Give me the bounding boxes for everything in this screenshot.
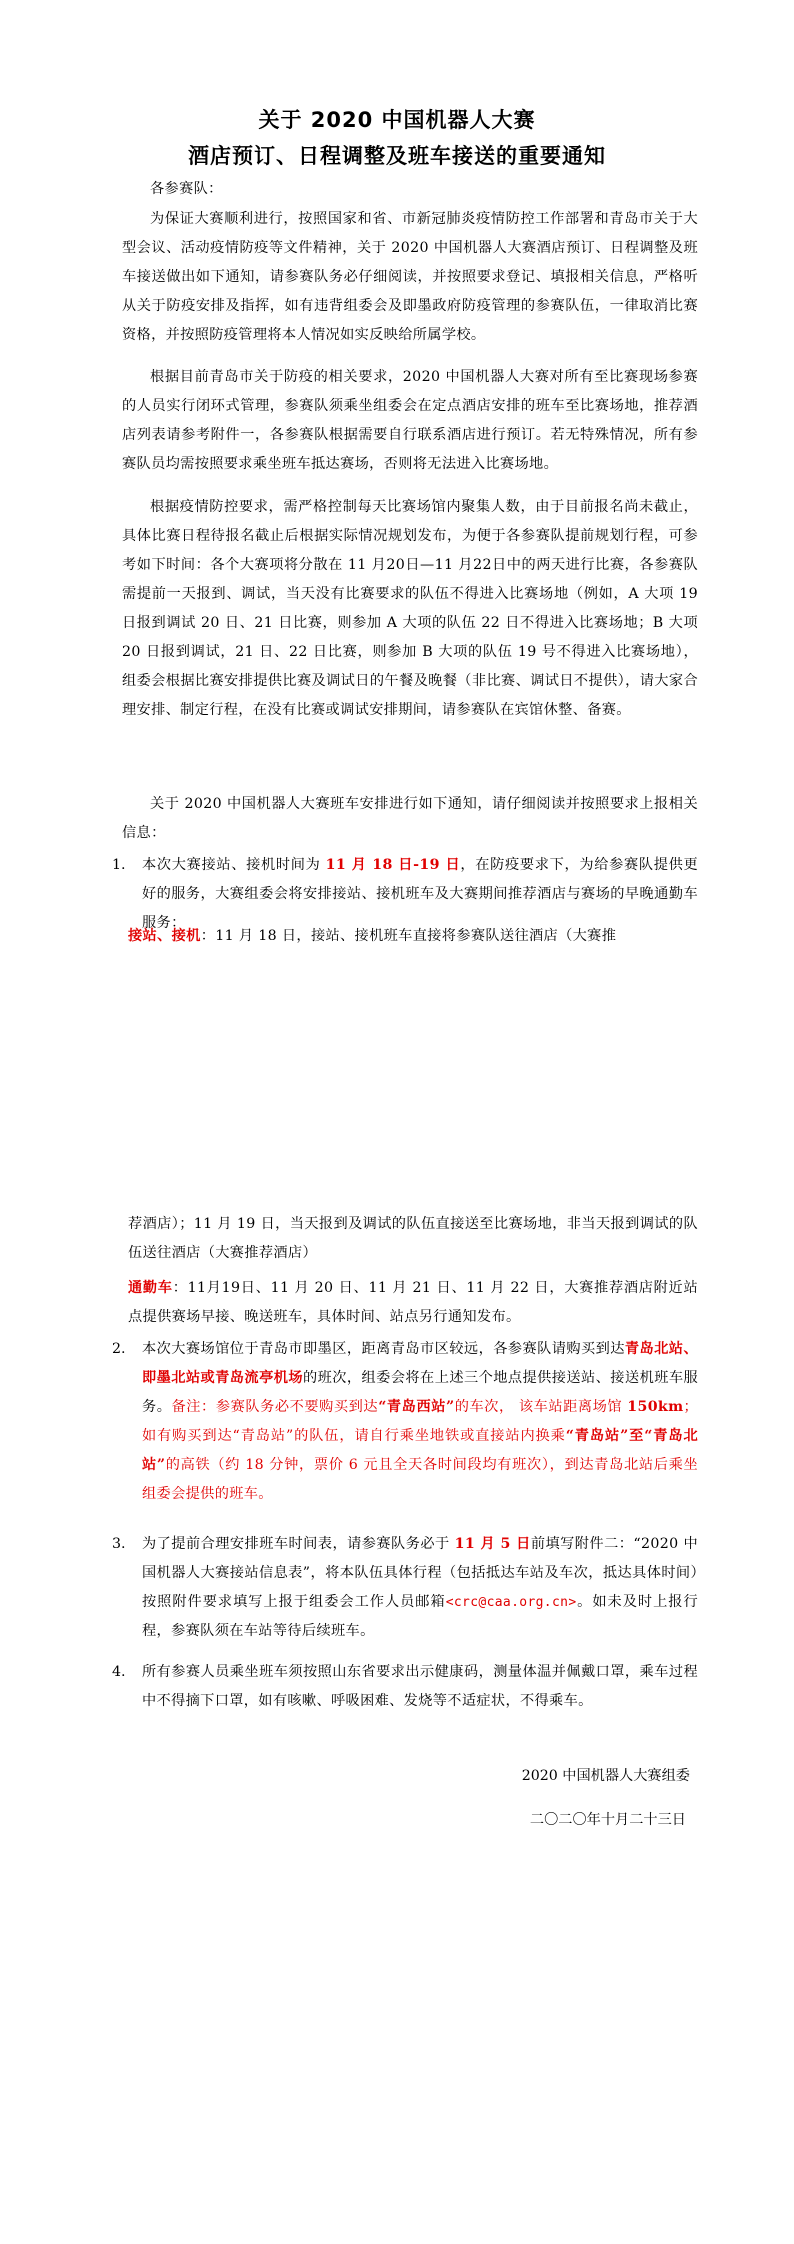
item-1-pickup-continued: 荐酒店）；11 月 19 日，当天报到及调试的队伍直接送至比赛场地，非当天报到调试的队伍送往酒店（大赛推荐酒店） [128,1216,698,1261]
item-1-pickup [128,922,698,951]
signature-date: 二〇二〇年十月二十三日 [529,1812,686,1828]
item-2-note-dist: 150km [627,1399,684,1415]
signature-org: 2020 中国机器人大赛组委 [521,1768,690,1784]
item-2-text-a: 本次大赛场馆位于青岛市即墨区，距离青岛市区较远，各参赛队请购买到达 [142,1341,625,1357]
item-2-note-c: ； 如有购买到达“青岛站”的队伍，请自行乘坐地铁或直接站内换乘 [142,1399,699,1444]
item-2-note-west: “青岛西站” [378,1399,455,1415]
item-1-shuttle [128,1274,698,1332]
item-3-text-c: 。如未及时上报行程，参赛队须在车站等待后续班车。 [142,1594,698,1639]
shuttle-label: 通勤车 [128,1280,173,1296]
item-3-text-a: 为了提前合理安排班车时间表，请参赛队务必于 [142,1536,455,1552]
pickup-text: ：11 月 18 日，接站、接机班车直接将参赛队送往酒店（大赛推 [200,928,617,944]
item-3-text-b: 前填写附件二：“2020 中国机器人大赛接站信息表”，将本队伍具体行程（包括抵达车站及车次，抵达具体时间）按照附件要求填写上报于组委会工作人员邮箱 [142,1536,699,1610]
item-3-number: 3. [112,1536,126,1552]
paragraph-3: 根据疫情防控要求，需严格控制每天比赛场馆内聚集人数，由于目前报名尚未截止，具体比赛日程待报名截止后根据实际情况规划发布，为便于各参赛队提前规划行程，可参考如下时间：各个大赛项将分散在 11 月20日—11 月22日中的两天进行比赛，各参赛队需提前一天报到、调试，当天没有比赛要求的队伍不得进入比赛场地（例如，A 大项 19 日报到调试 20 日、21 日比赛，则参加 A 大项的队伍 22 日不得进入比赛场地；B 大项 20 日报到调试，21 日、22 日比赛，则参加 B 大项的队伍 19 号不得进入比赛场地），组委会根据比赛安排提供比赛及调试日的午餐及晚餐（非比赛、调试日不提供），请大家合理安排、制定行程，在没有比赛或调试安排期间，请参赛队在宾馆休整、备赛。 [122,499,698,718]
shuttle-text: ：11月19日、11 月 20 日、11 月 21 日、11 月 22 日，大赛推荐酒店附近站点提供赛场早接、晚送班车，具体时间、站点另行通知发布。 [128,1280,698,1325]
item-3-text [142,1530,698,1646]
pickup-label: 接站、接机 [128,928,201,944]
salutation: 各参赛队： [150,181,223,197]
paragraph-2: 根据目前青岛市关于防疫的相关要求，2020 中国机器人大赛对所有至比赛现场参赛的人员实行闭环式管理，参赛队须乘坐组委会在定点酒店安排的班车至比赛场地，推荐酒店列表请参考附件一，各参赛队根据需要自行联系酒店进行预订。若无特殊情况，所有参赛队员均需按照要求乘坐班车抵达赛场，否则将无法进入比赛场地。 [122,369,698,472]
item-2-number: 2. [112,1341,126,1357]
paragraph-4: 关于 2020 中国机器人大赛班车安排进行如下通知，请仔细阅读并按照要求上报相关信息： [122,796,698,841]
item-2-text [142,1335,698,1509]
item-2-note-route: “青岛站”至“青岛北站” [142,1428,698,1473]
item-2-text-b: 的班次，组委会将在上述三个地点提供接送站、接送机班车服务。 [142,1370,699,1415]
title-line-1: 关于 2020 中国机器人大赛 [258,108,536,132]
item-2-note-a: 备注：参赛队务必不要购买到达 [171,1399,379,1415]
contact-email[interactable]: <crc@caa.org.cn> [445,1595,577,1610]
paragraph-1: 为保证大赛顺利进行，按照国家和省、市新冠肺炎疫情防控工作部署和青岛市关于大型会议、活动疫情防疫等文件精神，关于 2020 中国机器人大赛酒店预订、日程调整及班车接送做出如下通知，请参赛队务必仔细阅读，并按照要求登记、填报相关信息，严格听从关于防疫安排及指挥，如有违背组委会及即墨政府防疫管理的参赛队伍，一律取消比赛资格，并按照防疫管理将本人情况如实反映给所属学校。 [122,211,698,343]
item-2-note-b: 的车次， 该车站距离场馆 [454,1399,628,1415]
item-2-stations: 青岛北站、即墨北站或青岛流亭机场 [142,1341,698,1386]
item-3-deadline: 11 月 5 日 [454,1536,531,1552]
item-2-note-d: 的高铁（约 18 分钟，票价 6 元且全天各时间段均有班次），到达青岛北站后乘坐组委会提供的班车。 [142,1457,698,1502]
title-line-2: 酒店预订、日程调整及班车接送的重要通知 [188,144,606,168]
item-1-text-b: ，在防疫要求下，为给参赛队提供更好的服务，大赛组委会将安排接站、接机班车及大赛期间推荐酒店与赛场的早晚通勤车服务： [142,857,698,931]
item-4-number: 4. [112,1664,126,1680]
item-4-text: 所有参赛人员乘坐班车须按照山东省要求出示健康码，测量体温并佩戴口罩，乘车过程中不得摘下口罩，如有咳嗽、呼吸困难、发烧等不适症状，不得乘车。 [142,1664,698,1709]
item-1-date: 11 月 18 日-19 日 [325,857,461,873]
item-1-number: 1. [112,857,126,873]
item-1-text-a: 本次大赛接站、接机时间为 [142,857,326,873]
